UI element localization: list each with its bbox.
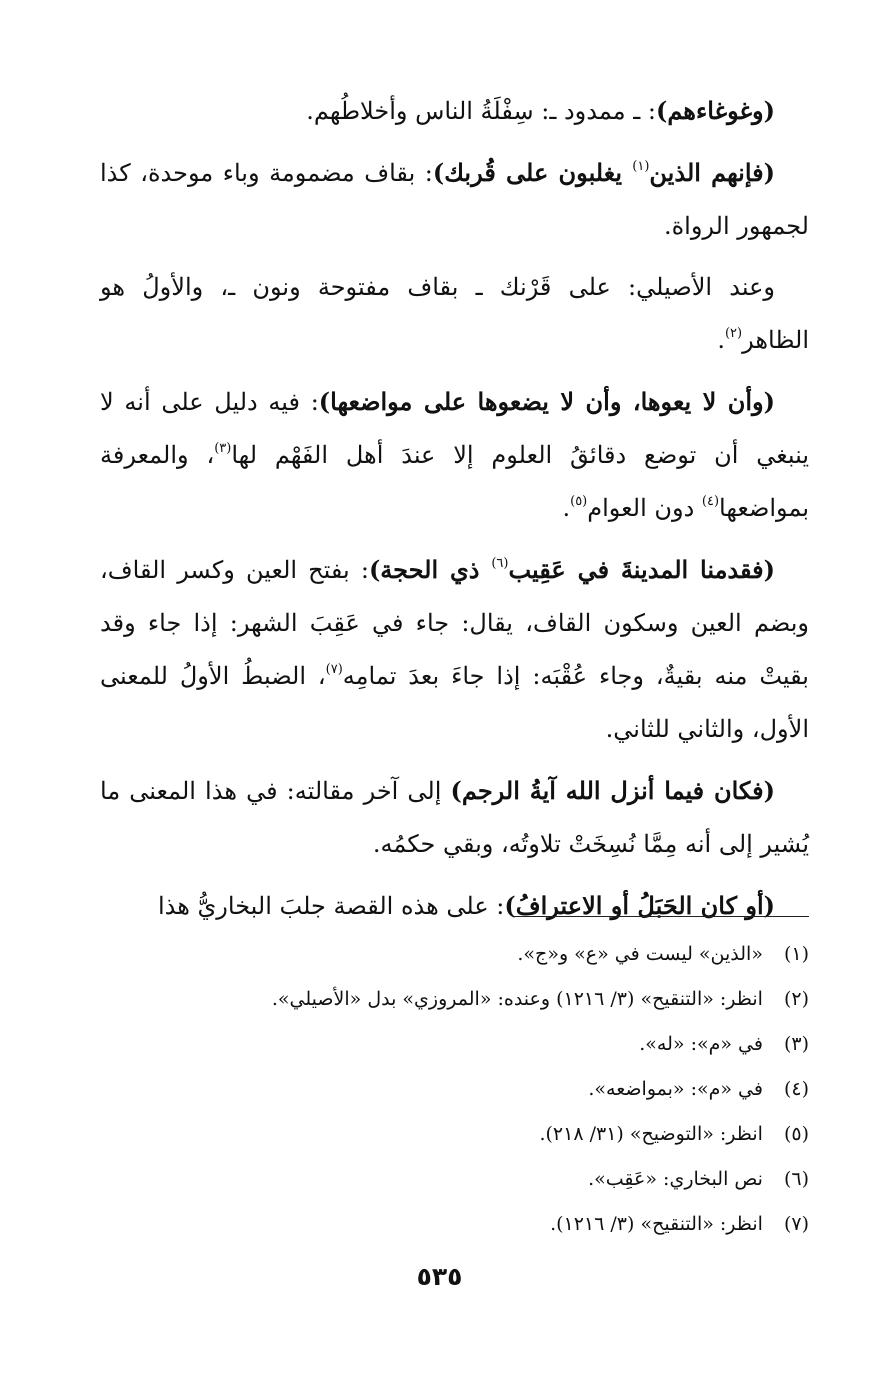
lemma: (فكان فيما أنزل الله آيةُ الرجم) <box>450 776 775 805</box>
footnote-ref[interactable]: (٣) <box>214 441 232 456</box>
commentary-text: : فيه دليل على أنه لا ينبغي أن توضع دقائقُ العلوم إلا عندَ أهل الفَهْم لها <box>100 388 810 469</box>
footnote <box>100 932 809 977</box>
footnotes <box>100 932 809 1247</box>
footnote-text: انظر: «التنقيح» (٣/ ١٢١٦). <box>550 1213 763 1235</box>
lemma: يغلبون على قُربك) <box>432 158 633 187</box>
lemma: (فقدمنا المدينةَ في عَقِيب <box>508 555 775 584</box>
footnote-text: انظر: «التوضيح» (٣١/ ٢١٨). <box>539 1123 763 1145</box>
footnote-text: انظر: «التنقيح» (٣/ ١٢١٦) وعنده: «المروزي» بدل «الأصيلي». <box>271 988 763 1010</box>
paragraph <box>100 84 809 138</box>
paragraph <box>100 146 809 253</box>
commentary-text: : بقاف مضمومة وباء موحدة، كذا لجمهور الرواة. <box>100 159 809 240</box>
lemma: (أو كان الحَبَلُ أو الاعترافُ) <box>504 891 775 920</box>
commentary-text: دون العوام <box>587 494 702 522</box>
commentary-text: وعند الأصيلي: على قَرْنك ـ بقاف مفتوحة ونون ـ، والأولُ هو الظاهر <box>100 273 809 354</box>
footnote-number: (٢) <box>783 988 809 1010</box>
lemma: ذي الحجة) <box>368 555 492 584</box>
footnote-number: (١) <box>783 943 809 965</box>
footnote-ref[interactable]: (٢) <box>724 326 743 341</box>
commentary-text: : بفتح العين وكسر القاف، وبضم العين وسكون القاف، يقال: جاء في عَقِبَ الشهر: إذا جاء وقد بقيتْ منه بقيةٌ، وجاء عُقْبَه: إذا جاءَ بعدَ تمامِه <box>100 556 809 690</box>
footnote <box>100 1157 809 1202</box>
footnote-ref[interactable]: (٧) <box>325 662 343 677</box>
footnote-text: في «م»: «له». <box>639 1033 763 1055</box>
paragraph <box>100 879 809 933</box>
footnote-number: (٣) <box>783 1033 809 1055</box>
footnote-text: نص البخاري: «عَقِب». <box>588 1168 763 1190</box>
paragraph <box>100 375 809 535</box>
page-number: ٥٣٥ <box>416 1262 463 1291</box>
lemma: (فإنهم الذين <box>649 158 776 187</box>
lemma: (وأن لا يعوها، وأن لا يضعوها على مواضعها) <box>318 387 776 416</box>
footnote-ref[interactable]: (٦) <box>491 556 509 571</box>
footnote <box>100 1022 809 1067</box>
footnote-text: «الذين» ليست في «ع» و«ج». <box>517 943 763 965</box>
footnote-text: في «م»: «بمواضعه». <box>588 1078 763 1100</box>
lemma: (وغوغاءهم) <box>655 96 775 125</box>
footnote-number: (٧) <box>783 1213 809 1235</box>
commentary-text: ، الضبطُ الأولُ للمعنى الأول، والثاني للثاني. <box>100 662 809 743</box>
footnote-number: (٤) <box>783 1078 809 1100</box>
paragraph <box>100 764 809 871</box>
footnote-ref[interactable]: (١) <box>632 159 650 174</box>
footnote <box>100 1067 809 1112</box>
footnote-divider <box>514 916 809 917</box>
main-text <box>100 84 809 941</box>
footnote-ref[interactable]: (٤) <box>701 494 720 509</box>
footnote-ref[interactable]: (٥) <box>570 494 588 509</box>
paragraph <box>100 543 809 756</box>
paragraph <box>100 261 809 367</box>
footnote <box>100 1202 809 1247</box>
commentary-text: . <box>562 494 571 522</box>
footnote-number: (٦) <box>783 1168 809 1190</box>
footnote-number: (٥) <box>783 1123 809 1145</box>
footnote <box>100 977 809 1022</box>
commentary-text: : ـ ممدود ـ: سِفْلَةُ الناس وأخلاطُهم. <box>306 97 656 125</box>
commentary-text: ، والمعرفة بمواضعها <box>100 441 809 522</box>
commentary-text: : على هذه القصة جلبَ البخاريُّ هذا <box>157 892 505 920</box>
commentary-text: إلى آخر مقالته: في هذا المعنى ما يُشير إلى أنه مِمَّا نُسِخَتْ تلاوتُه، وبقي حكمُه. <box>100 777 809 858</box>
footnote <box>100 1112 809 1157</box>
commentary-text: . <box>717 326 725 354</box>
